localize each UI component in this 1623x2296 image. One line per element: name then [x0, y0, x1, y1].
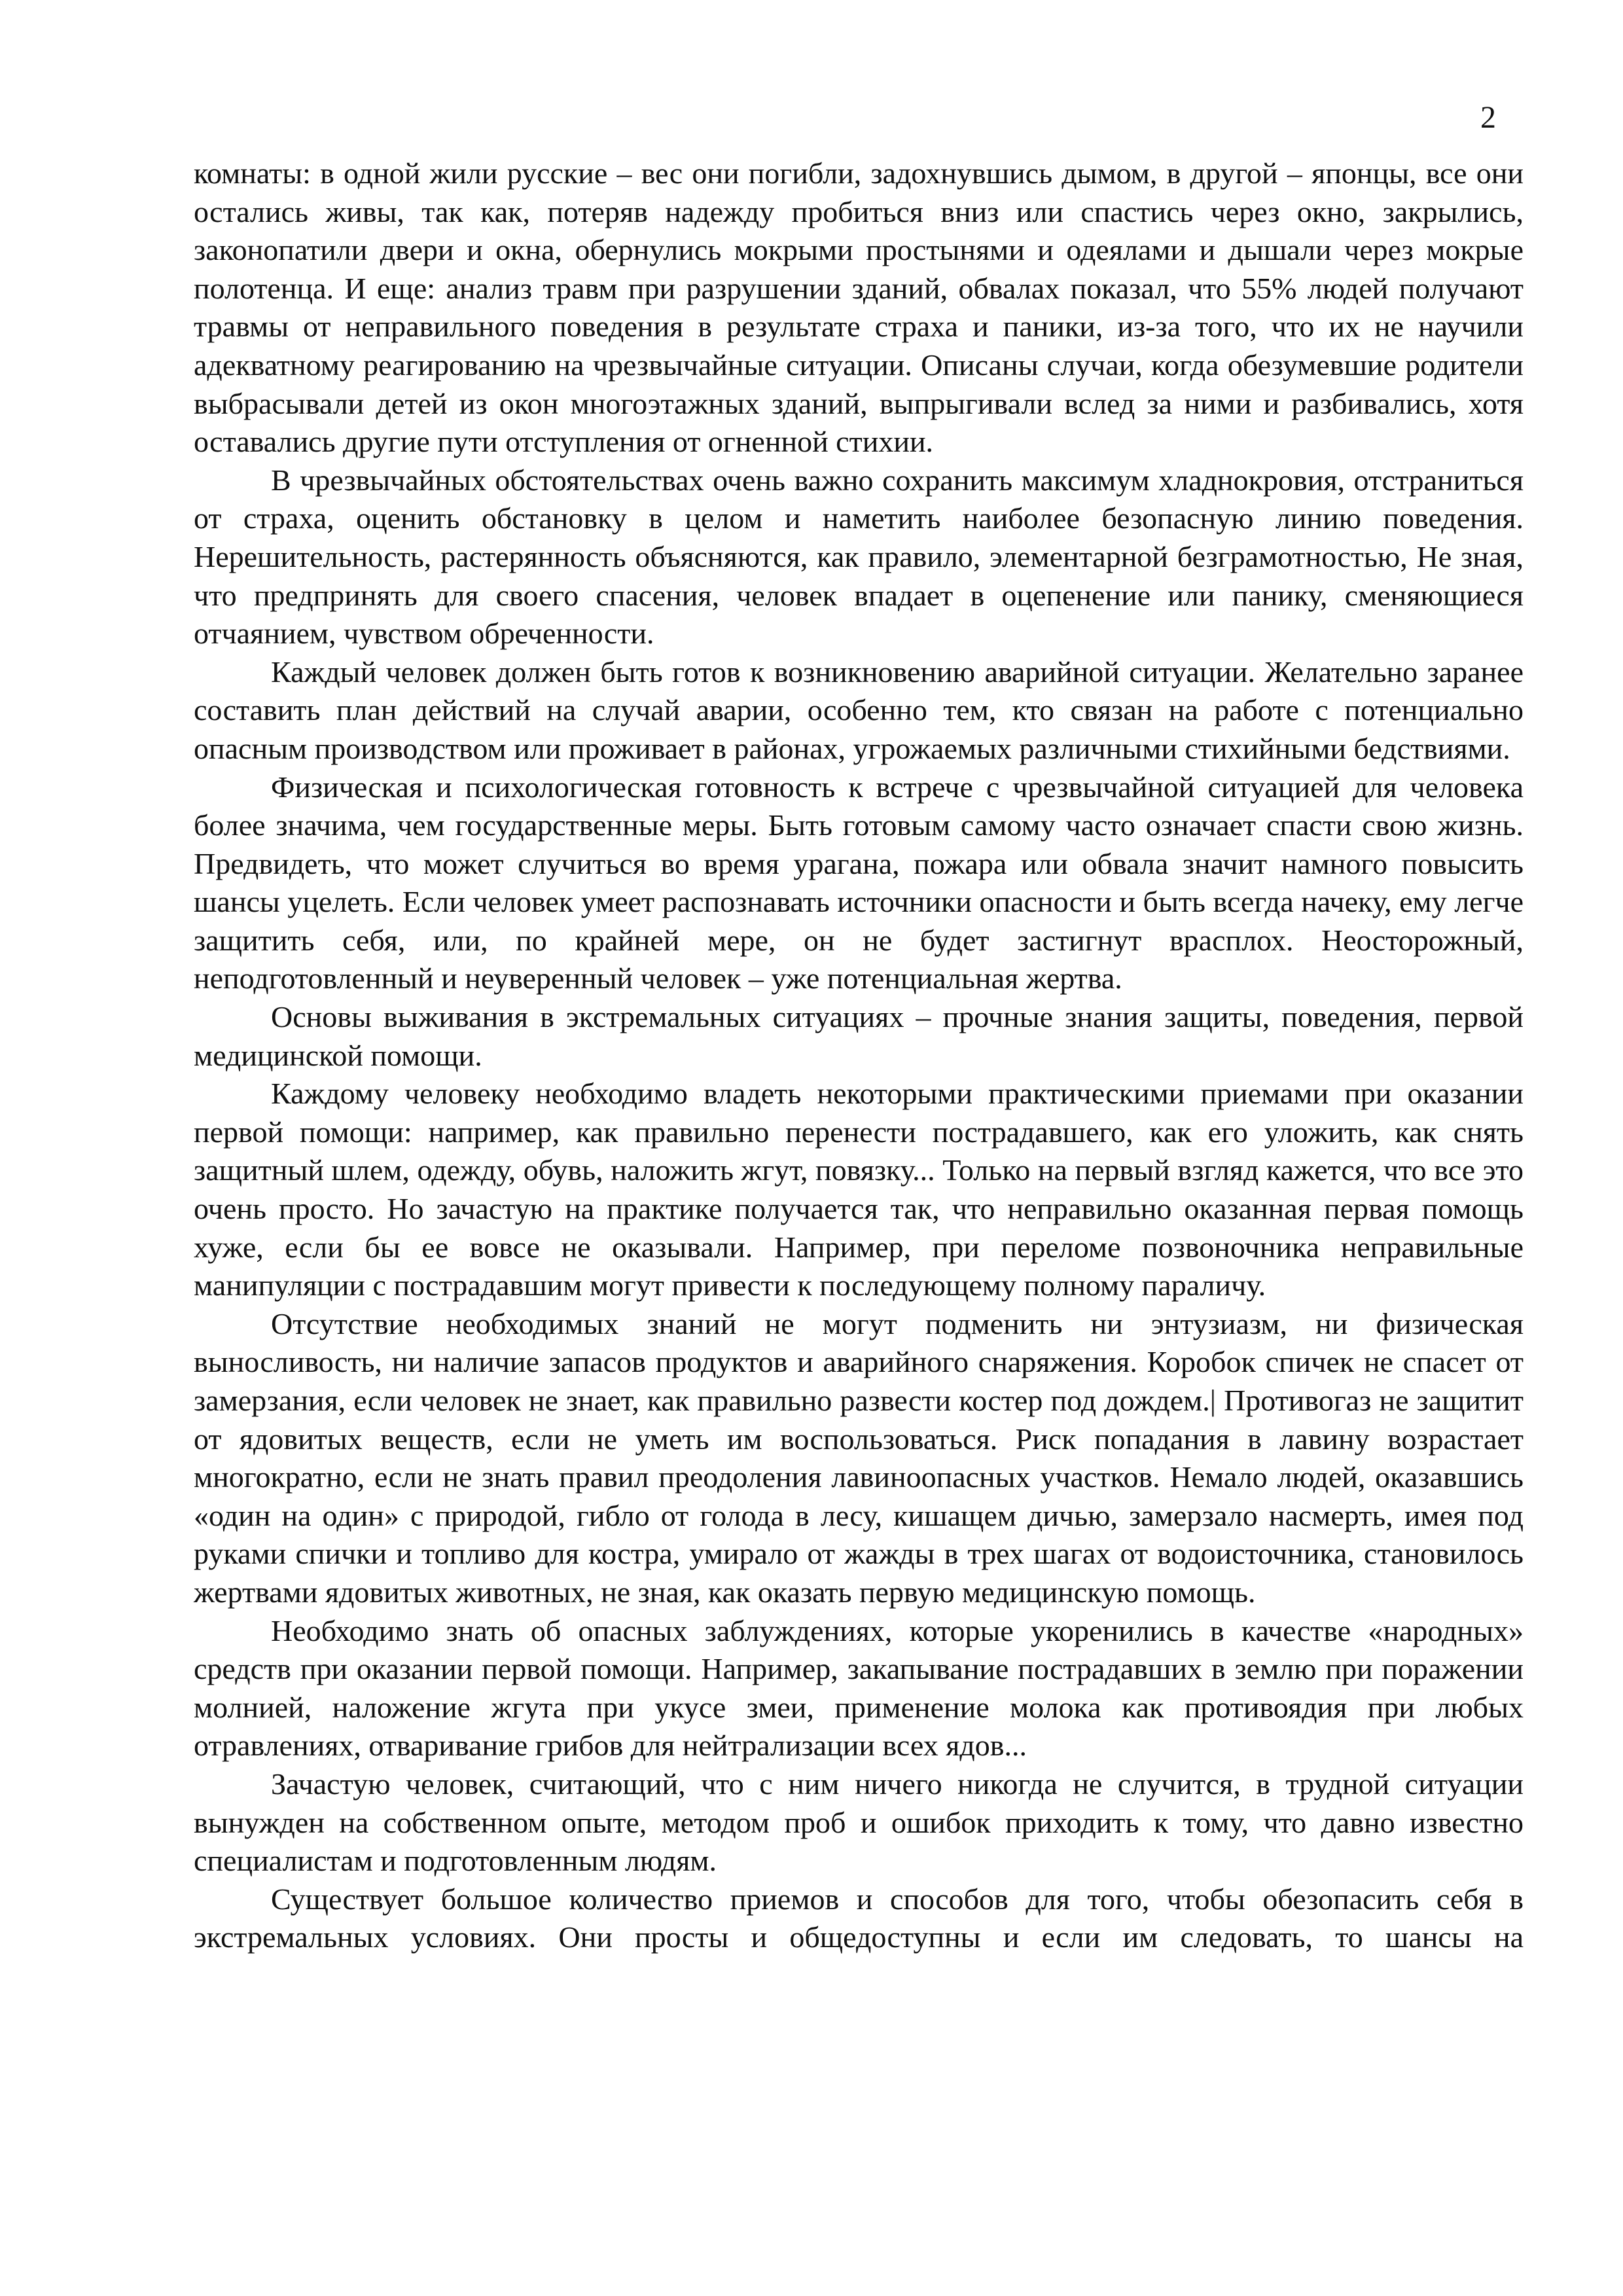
paragraph: Отсутствие необходимых знаний не могут подменить ни энтузиазм, ни физическая выносливость, ни наличие запасов продуктов и аварийного снаряжения. Коробок спичек не спасет от замерзания, если человек не знает, как правильно развести костер под дождем.| Противогаз не защитит от ядовитых веществ, если не уметь им воспользоваться. Риск попадания в лавину возрастает многократно, если не знать правил преодоления лавиноопасных участков. Немало людей, оказавшись «один на один» с природой, гибло от голода в лесу, кишащем дичью, замерзало насмерть, имея под руками спички и топливо для костра, умирало от жажды в трех шагах от водоисточника, становилось жертвами ядовитых животных, не зная, как оказать первую медицинскую помощь. — [194, 1306, 1524, 1609]
paragraph: Зачастую человек, считающий, что с ним ничего никогда не случится, в трудной ситуации вынужден на собственном опыте, методом проб и ошибок приходить к тому, что давно известно специалистам и подготовленным людям. — [194, 1767, 1524, 1878]
paragraph: Физическая и психологическая готовность к встрече с чрезвычайной ситуацией для человека более значима, чем государственные меры. Быть готовым самому часто означает спасти свою жизнь. Предвидеть, что может случиться во время урагана, пожара или обвала значит намного повысить шансы уцелеть. Если человек умеет распознавать источники опасности и быть всегда начеку, ему легче защитить себя, или, по крайней мере, он не будет застигнут врасплох. Неосторожный, неподготовленный и неуверенный человек – уже потенциальная жертва. — [194, 770, 1524, 996]
paragraph: Необходимо знать об опасных заблуждениях, которые укоренились в качестве «народных» средств при оказании первой помощи. Например, закапывание пострадавших в землю при поражении молнией, наложение жгута при укусе змеи, применение молока как противоядия при любых отравлениях, отваривание грибов для нейтрализации всех ядов... — [194, 1613, 1524, 1763]
page-number: 2 — [1480, 100, 1496, 135]
document-body — [194, 154, 1524, 1957]
paragraph: Каждому человеку необходимо владеть некоторыми практическими приемами при оказании первой помощи: например, как правильно перенести пострадавшего, как его уложить, как снять защитный шлем, одежду, обувь, наложить жгут, повязку... Только на первый взгляд кажется, что все это очень просто. Но зачастую на практике получается так, что неправильно оказанная первая помощь хуже, если бы ее вовсе не оказывали. Например, при переломе позвоночника неправильные манипуляции с пострадавшим могут привести к последующему полному параличу. — [194, 1077, 1524, 1302]
paragraph: Каждый человек должен быть готов к возникновению аварийной ситуации. Желательно заранее составить план действий на случай аварии, особенно тем, кто связан на работе с потенциально опасным производством или проживает в районах, угрожаемых различными стихийными бедствиями. — [194, 655, 1524, 765]
paragraph: Основы выживания в экстремальных ситуациях – прочные знания защиты, поведения, первой медицинской помощи. — [194, 1000, 1524, 1072]
paragraph: В чрезвычайных обстоятельствах очень важно сохранить максимум хладнокровия, отстраниться от страха, оценить обстановку в целом и наметить наиболее безопасную линию поведения. Нерешительность, растерянность объясняются, как правило, элементарной безграмотностью, Не зная, что предпринять для своего спасения, человек впадает в оцепенение или панику, сменяющиеся отчаянием, чувством обреченности. — [194, 463, 1524, 651]
paragraph-continues-next-page: Существует большое количество приемов и способов для того, чтобы обезопасить себя в экстремальных условиях. Они просты и общедоступны и если им следовать, то шансы на — [194, 1882, 1524, 1954]
paragraph-continuation: комнаты: в одной жили русские – вес они погибли, задохнувшись дымом, в другой – японцы, все они остались живы, так как, потеряв надежду пробиться вниз или спастись через окно, закрылись, законопатили двери и окна, обернулись мокрыми простынями и одеялами и дышали через мокрые полотенца. И еще: анализ травм при разрушении зданий, обвалах показал, что 55% людей получают травмы от неправильного поведения в результате страха и паники, из-за того, что их не научили адекватному реагированию на чрезвычайные ситуации. Описаны случаи, когда обезумевшие родители выбрасывали детей из окон многоэтажных зданий, выпрыгивали вслед за ними и разбивались, хотя оставались другие пути отступления от огненной стихии. — [194, 156, 1524, 459]
